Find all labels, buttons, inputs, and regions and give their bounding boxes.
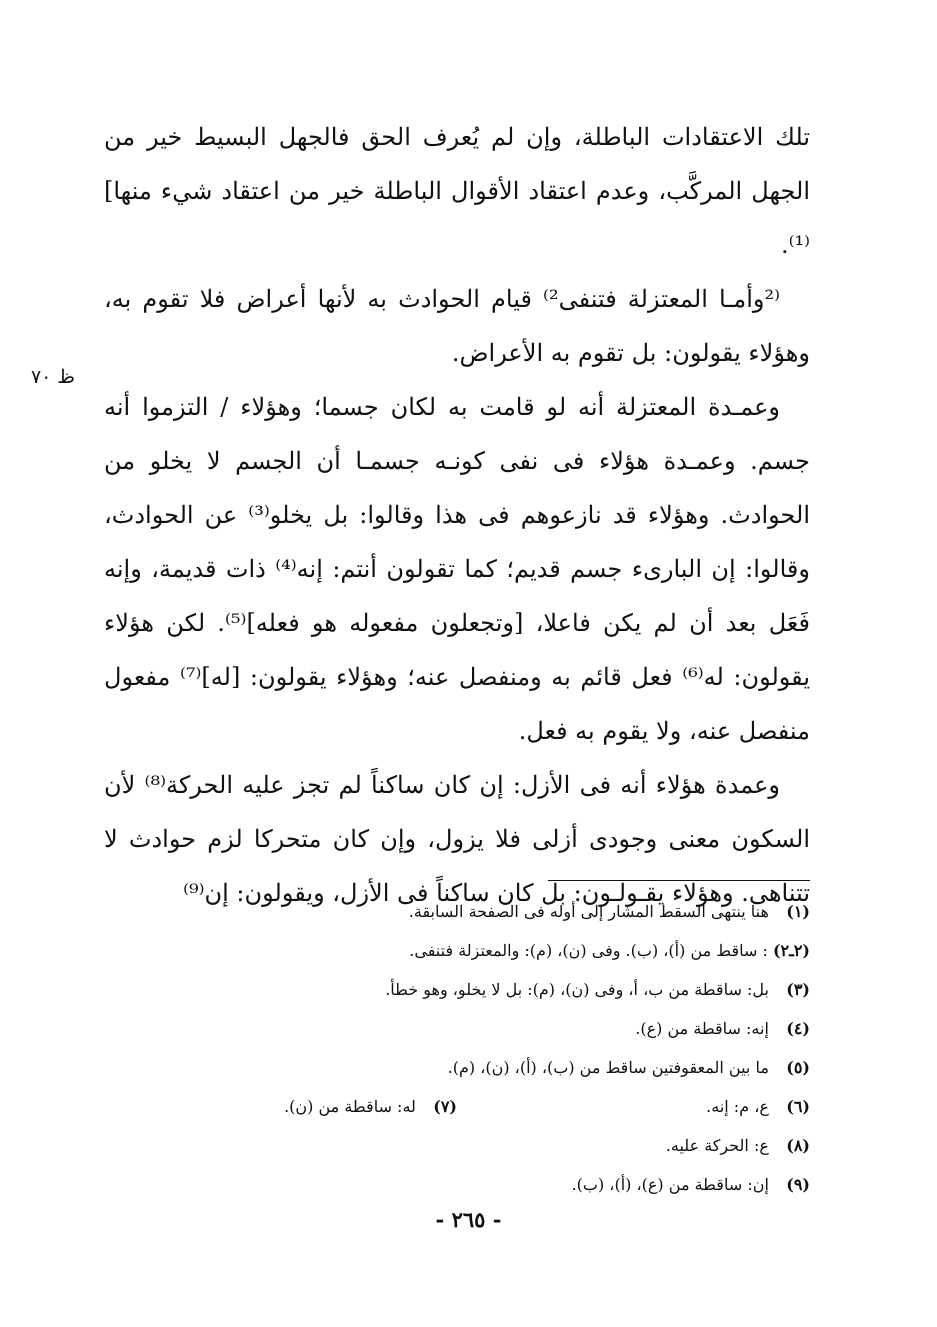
- footnote-text: ما بين المعقوفتين ساقط من (ب)، (أ)، (ن)، (م).: [447, 1058, 769, 1077]
- footnote: [104, 1165, 810, 1204]
- footnote-number: (٦): [786, 1097, 810, 1116]
- paragraph: وعمدة هؤلاء أنه فى الأزل: إن كان ساكناً لم تجز عليه الحركة⁽⁸⁾ لأن السكون معنى وجودى أزلى فلا يزول، وإن كان متحركا لزم حوادث لا تتناهى. وهؤلاء يقـولـون: بل كان ساكناً فى الأزل، ويقولون: إن⁽⁹⁾: [104, 771, 810, 907]
- footnote: [104, 892, 810, 931]
- paragraph: وعمـدة المعتزلة أنه لو قامت به لكان جسما؛ وهؤلاء / التزموا أنه جسم. وعمـدة هؤلاء فى نفى كونـه جسمـا أن الجسم لا يخلو من الحوادث. وهؤلاء قد نازعوهم فى هذا وقالوا: بل يخلو⁽³⁾ عن الحوادث، وقالوا: إن البارىء جسم قديم؛ كما تقولون أنتم: إنه⁽⁴⁾ ذات قديمة، وإنه فَعَل بعد أن لم يكن فاعلا، [وتجعلون مفعوله هو فعله]⁽⁵⁾. لكن هؤلاء يقولون: له⁽⁶⁾ فعل قائم به ومنفصل عنه؛ وهؤلاء يقولون: [له]⁽⁷⁾ مفعول منفصل عنه، ولا يقوم به فعل.: [104, 393, 811, 745]
- footnote: [104, 1009, 810, 1048]
- page-number: - ٢٦٥ -: [435, 1207, 502, 1232]
- footnote: [457, 1087, 810, 1126]
- footnote-text: إن: ساقطة من (ع)، (أ)، (ب).: [571, 1175, 769, 1194]
- footnote-number: (٨): [786, 1136, 810, 1155]
- footnote: [104, 970, 810, 1009]
- footnote: [104, 1087, 457, 1126]
- footnote-text: : ساقط من (أ)، (ب). وفى (ن)، (م): والمعتزلة فتنفى.: [409, 941, 768, 960]
- footnote-pair-row: [104, 1087, 810, 1126]
- footnote-text: هنا ينتهى السقط المشار إلى أوله فى الصفحة السابقة.: [408, 902, 769, 921]
- footnote: [104, 931, 810, 970]
- paragraph: تلك الاعتقادات الباطلة، وإن لم يُعرف الحق فالجهل البسيط خير من الجهل المركَّب، وعدم اعتقاد الأقوال الباطلة خير من اعتقاد شيء منها]⁽¹⁾.: [104, 123, 810, 259]
- footnotes: [104, 892, 810, 1204]
- footnote-number: (٧): [433, 1097, 457, 1116]
- margin-folio-note: ظ ٧٠: [30, 366, 76, 388]
- footnote-number: (٤): [786, 1019, 810, 1038]
- footnote: [104, 1048, 810, 1087]
- footnote-text: ع، م: إنه.: [706, 1097, 769, 1116]
- paragraph: ⁽²وأمـا المعتزلة فتنفى²⁾ قيام الحوادث به لأنها أعراض فلا تقوم به، وهؤلاء يقولون: بل تقوم به الأعراض.: [104, 285, 810, 367]
- footnote-number: (٢ـ٢): [772, 941, 810, 960]
- footnote-number: (٩): [786, 1175, 810, 1194]
- footnote-text: ع: الحركة عليه.: [665, 1136, 769, 1155]
- footnote-text: له: ساقطة من (ن).: [284, 1097, 416, 1116]
- main-text: [104, 110, 810, 920]
- footnote-text: بل: ساقطة من ب، أ، وفى (ن)، (م): بل لا يخلو، وهو خطأ.: [385, 980, 769, 999]
- footnote: [104, 1126, 810, 1165]
- footnote-number: (٣): [786, 980, 810, 999]
- footnote-number: (٥): [786, 1058, 810, 1077]
- footnote-divider: [548, 880, 810, 881]
- footnote-number: (١): [786, 902, 810, 921]
- footnote-text: إنه: ساقطة من (ع).: [635, 1019, 769, 1038]
